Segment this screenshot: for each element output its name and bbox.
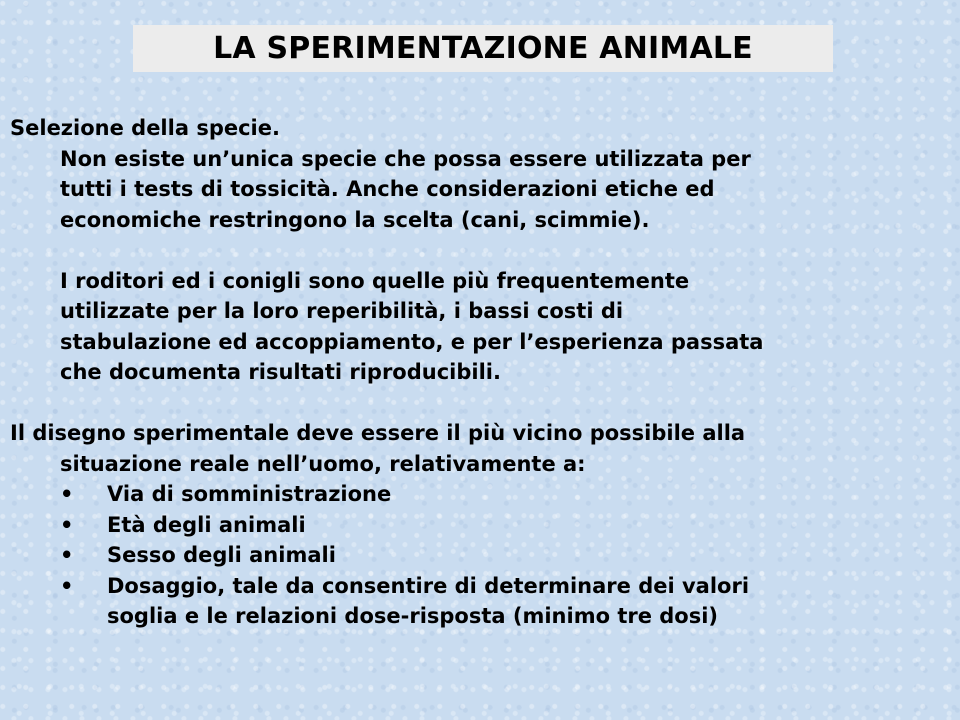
bullet-icon: • xyxy=(60,482,74,506)
section1-heading: Selezione della specie. xyxy=(10,116,280,140)
bullet-icon: • xyxy=(60,512,74,537)
text-line: stabulazione ed accoppiamento, e per l’esperienza passata xyxy=(60,329,764,354)
text-line: tutti i tests di tossicità. Anche considerazioni etiche ed xyxy=(60,177,715,201)
bullet-text: Sesso degli animali xyxy=(107,543,336,567)
bullet-item-sex xyxy=(10,540,950,571)
text-line: che documenta risultati riproducibili. xyxy=(60,360,501,384)
text-line: economiche restringono la scelta (cani, scimmie). xyxy=(60,207,650,232)
bullet-text: soglia e le relazioni dose-risposta (minimo tre dosi) xyxy=(107,604,719,628)
bullet-icon: • xyxy=(60,573,74,598)
text-line: utilizzate per la loro reperibilità, i bassi costi di xyxy=(60,299,624,323)
spacer xyxy=(10,235,950,266)
section1-paragraph-1 xyxy=(10,144,950,236)
spacer xyxy=(10,388,950,419)
title-box xyxy=(133,25,833,72)
bullet-text: Via di somministrazione xyxy=(107,482,392,506)
section2-intro-line-1: Il disegno sperimentale deve essere il più vicino possibile alla xyxy=(10,421,746,445)
bullet-list xyxy=(10,479,950,632)
bullet-text: Età degli animali xyxy=(107,512,306,537)
bullet-item-age xyxy=(10,510,950,541)
bullet-item-dosage xyxy=(10,571,950,632)
slide-title: LA SPERIMENTAZIONE ANIMALE xyxy=(213,31,753,66)
bullet-icon: • xyxy=(60,543,74,567)
text-line: I roditori ed i conigli sono quelle più frequentemente xyxy=(60,268,690,293)
bullet-text: Dosaggio, tale da consentire di determinare dei valori xyxy=(107,573,750,598)
text-line: Non esiste un’unica specie che possa essere utilizzata per xyxy=(60,146,751,171)
section2-intro-line-2: situazione reale nell’uomo, relativamente a: xyxy=(60,451,586,476)
bullet-item-route xyxy=(10,479,950,510)
section1-paragraph-2 xyxy=(10,266,950,388)
slide-body xyxy=(10,113,950,632)
